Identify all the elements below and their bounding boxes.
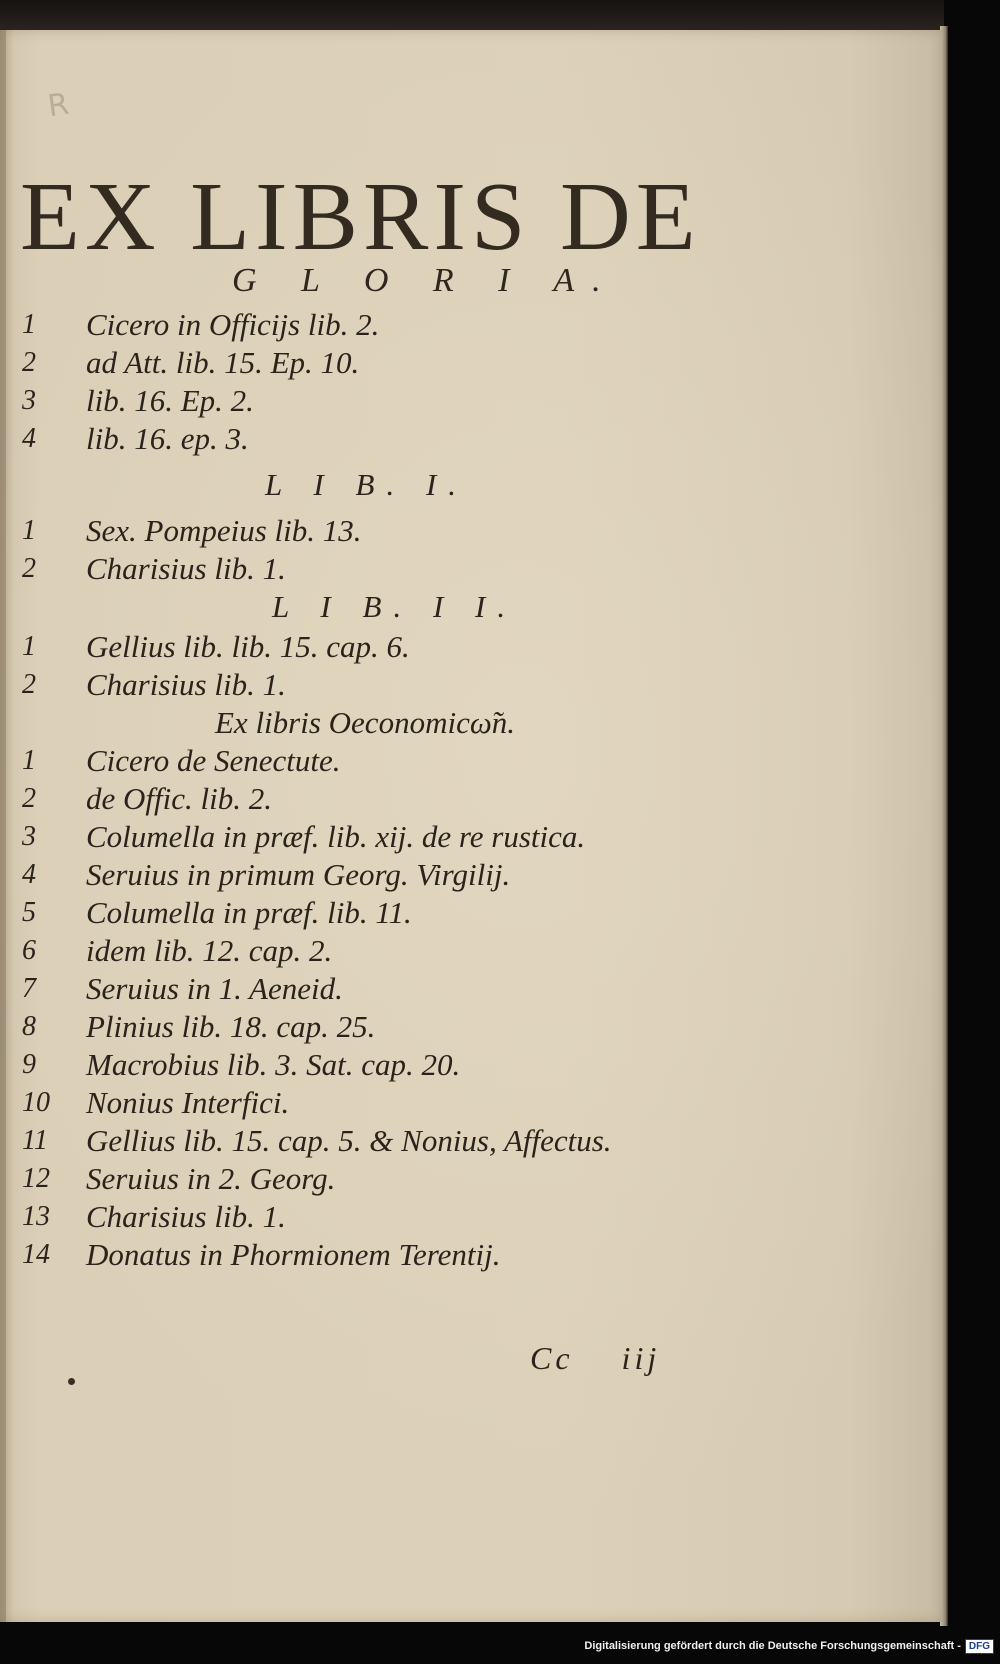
citation-text: Gellius lib. lib. 15. cap. 6. (86, 629, 410, 664)
footer-credit: Digitalisierung gefördert durch die Deutsche Forschungsgemeinschaft - (584, 1640, 961, 1652)
note-number: 2 (22, 553, 36, 584)
note-number: 2 (22, 669, 36, 700)
note-number: 11 (22, 1125, 48, 1156)
digitization-footer (584, 1631, 994, 1661)
book-top-edge (0, 0, 944, 30)
citation-text: Seruius in primum Georg. Virgilij. (86, 857, 511, 892)
citation-text: ad Att. lib. 15. Ep. 10. (86, 345, 360, 380)
dfg-logo-icon: DFG (965, 1639, 994, 1654)
note-number: 1 (22, 515, 36, 546)
signature-mark: Cc iij (530, 1340, 661, 1376)
note-number: 14 (22, 1239, 50, 1270)
note-number: 13 (22, 1201, 50, 1232)
citation-text: Charisius lib. 1. (86, 551, 286, 586)
note-number: 3 (22, 385, 36, 416)
page-title: EX LIBRIS DE (20, 163, 701, 271)
note-number: 1 (22, 631, 36, 662)
citation-text: Sex. Pompeius lib. 13. (86, 513, 362, 548)
pencil-marginalia: R (45, 86, 72, 125)
section-heading-lib-2: L I B. I I. (272, 589, 518, 624)
citation-text: Charisius lib. 1. (86, 1199, 286, 1234)
citation-text: Charisius lib. 1. (86, 667, 286, 702)
citation-text: Macrobius lib. 3. Sat. cap. 20. (86, 1047, 461, 1082)
citation-text: Donatus in Phormionem Terentij. (86, 1237, 501, 1272)
citation-text: lib. 16. Ep. 2. (86, 383, 254, 418)
note-number: 9 (22, 1049, 36, 1080)
note-number: 5 (22, 897, 36, 928)
citation-text: Gellius lib. 15. cap. 5. & Nonius, Affectus. (86, 1123, 612, 1158)
section-heading-oeconomicon: Ex libris Oeconomicω̃n. (215, 705, 515, 740)
note-number: 1 (22, 309, 36, 340)
note-number: 8 (22, 1011, 36, 1042)
note-number: 10 (22, 1087, 50, 1118)
citation-text: de Offic. lib. 2. (86, 781, 272, 816)
citation-text: Seruius in 1. Aeneid. (86, 971, 343, 1006)
book-page (0, 30, 942, 1622)
note-number: 12 (22, 1163, 50, 1194)
citation-text: idem lib. 12. cap. 2. (86, 933, 333, 968)
section-heading-lib-1: L I B. I. (265, 467, 469, 502)
ink-spot (68, 1378, 75, 1385)
citation-text: Nonius Interfici. (86, 1085, 290, 1120)
note-number: 7 (22, 973, 36, 1004)
note-number: 4 (22, 423, 36, 454)
citation-text: Columella in præf. lib. 11. (86, 895, 412, 930)
citation-text: Cicero in Officijs lib. 2. (86, 307, 380, 342)
note-number: 2 (22, 347, 36, 378)
citation-text: Seruius in 2. Georg. (86, 1161, 336, 1196)
note-number: 2 (22, 783, 36, 814)
note-number: 1 (22, 745, 36, 776)
page-subtitle: G L O R I A. (232, 262, 619, 299)
citation-text: Cicero de Senectute. (86, 743, 341, 778)
note-number: 4 (22, 859, 36, 890)
gutter-shadow (0, 30, 6, 1622)
note-number: 3 (22, 821, 36, 852)
citation-text: Plinius lib. 18. cap. 25. (86, 1009, 376, 1044)
note-number: 6 (22, 935, 36, 966)
citation-text: Columella in præf. lib. xij. de re rustica. (86, 819, 586, 854)
citation-text: lib. 16. ep. 3. (86, 421, 249, 456)
